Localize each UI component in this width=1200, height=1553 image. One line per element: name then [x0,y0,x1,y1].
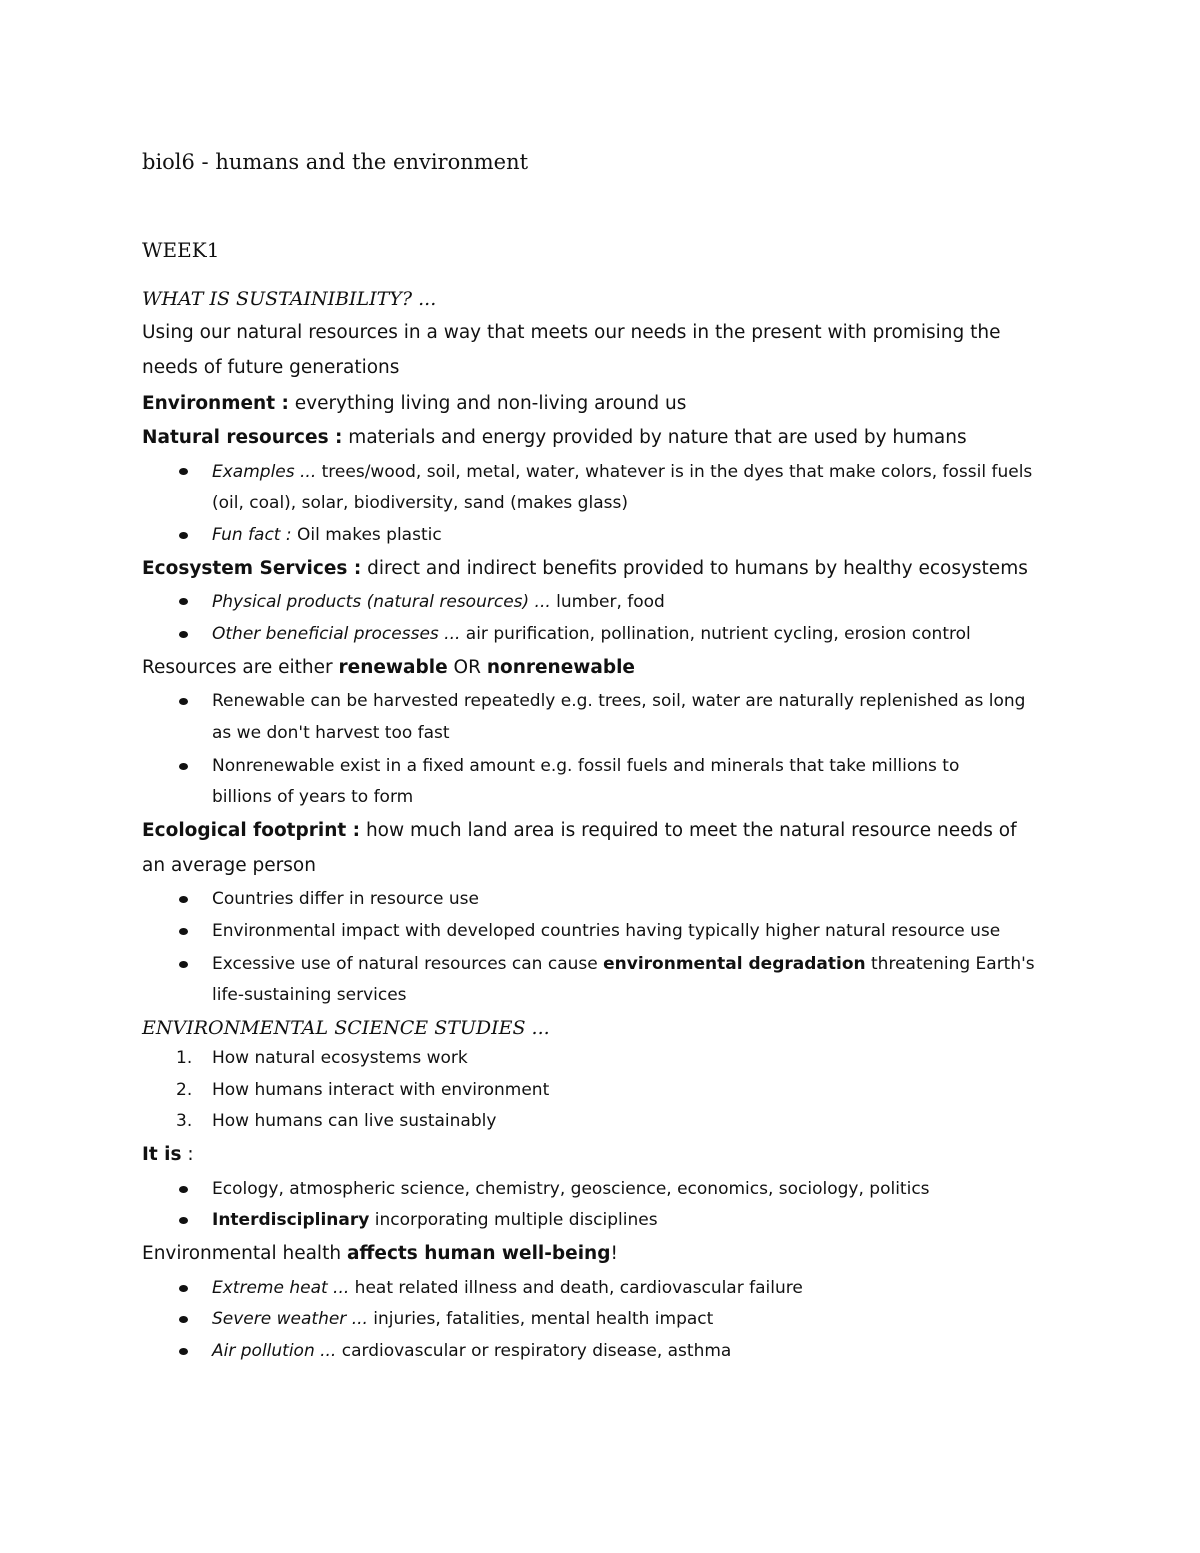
renewable-bullet-line1: Renewable can be harvested repeatedly e.g. trees, soil, water are naturally replenished as long [212,691,1026,711]
environment-term: Environment : [142,393,289,414]
ecosystem-services-definition [142,557,1028,581]
ecosystem-services-def: direct and indirect benefits provided to humans by healthy ecosystems [361,558,1028,579]
bullet-icon [179,598,188,605]
air-pollution-bullet [212,1340,731,1362]
resources-intro-a: Resources are either [142,657,339,678]
extreme-heat-bullet [212,1277,803,1299]
interdisciplinary-text: incorporating multiple disciplines [369,1210,658,1230]
footprint-definition-line1 [142,819,1017,843]
list-number: 3. [176,1111,193,1131]
air-pollution-text: cardiovascular or respiratory disease, asthma [336,1341,732,1361]
severe-weather-bullet [212,1308,713,1330]
bullet-icon [179,532,188,539]
env-science-item-2: How humans interact with environment [212,1080,550,1100]
beneficial-processes-label: Other beneficial processes ... [212,624,461,644]
it-is-term: It is [142,1144,182,1165]
renewable-bullet-line2: as we don't harvest too fast [212,723,450,743]
bullet-icon [179,1316,188,1323]
footprint-definition-line2: an average person [142,855,316,876]
sustainability-heading: WHAT IS SUSTAINIBILITY? ... [142,288,437,310]
beneficial-processes-text: air purification, pollination, nutrient cycling, erosion control [460,624,971,644]
list-number: 1. [176,1048,193,1068]
interdisciplinary-term: Interdisciplinary [212,1210,370,1230]
physical-products-bullet [212,591,665,613]
footprint-bullet-3-line1 [212,953,1035,975]
bullet-icon [179,896,188,903]
extreme-heat-text: heat related illness and death, cardiovascular failure [349,1278,803,1298]
bullet-icon [179,1285,188,1292]
it-is-colon: : [181,1144,194,1165]
it-is-bullet-1: Ecology, atmospheric science, chemistry, geoscience, economics, sociology, politics [212,1179,930,1199]
health-intro-c: ! [610,1243,618,1264]
env-science-item-3: How humans can live sustainably [212,1111,497,1131]
severe-weather-text: injuries, fatalities, mental health impact [367,1309,714,1329]
bullet-icon [179,1186,188,1193]
resources-intro-or: OR [447,657,487,678]
footprint-bullet-3-line2: life-sustaining services [212,985,407,1005]
footprint-bullet-2: Environmental impact with developed countries having typically higher natural resource use [212,921,1001,941]
it-is-bullet-2 [212,1209,658,1231]
nonrenewable-bullet-line2: billions of years to form [212,787,414,807]
beneficial-processes-bullet [212,623,971,645]
affects-well-being-term: affects human well-being [346,1243,611,1264]
sustainability-definition-line2: needs of future generations [142,357,400,378]
bullet-icon [179,1348,188,1355]
environmental-degradation-term: environmental degradation [603,954,866,974]
list-number: 2. [176,1080,193,1100]
air-pollution-label: Air pollution ... [212,1341,337,1361]
fun-fact-text: Oil makes plastic [291,525,442,545]
health-intro [142,1242,618,1266]
environment-def: everything living and non-living around us [288,393,687,414]
doc-title: biol6 - humans and the environment [142,150,529,174]
week-heading: WEEK1 [142,238,220,262]
fun-fact-label: Fun fact : [212,525,292,545]
ecosystem-services-term: Ecosystem Services : [142,558,362,579]
it-is-heading [142,1143,194,1167]
bullet-icon [179,763,188,770]
bullet-icon [179,468,188,475]
physical-products-text: lumber, food [550,592,665,612]
env-science-heading: ENVIRONMENTAL SCIENCE STUDIES ... [142,1017,550,1039]
bullet-icon [179,698,188,705]
bullet-icon [179,631,188,638]
physical-products-label: Physical products (natural resources) ... [212,592,551,612]
footprint-term: Ecological footprint : [142,820,361,841]
nonrenewable-term: nonrenewable [486,657,635,678]
footprint-b3-c: threatening Earth's [865,954,1035,974]
bullet-icon [179,961,188,968]
footprint-b3-a: Excessive use of natural resources can cause [212,954,604,974]
bullet-icon [179,1217,188,1224]
footprint-bullet-1: Countries differ in resource use [212,889,479,909]
bullet-icon [179,928,188,935]
natural-resources-def: materials and energy provided by nature that are used by humans [342,427,967,448]
env-science-item-1: How natural ecosystems work [212,1048,468,1068]
examples-bullet-line2: (oil, coal), solar, biodiversity, sand (makes glass) [212,493,628,513]
nonrenewable-bullet-line1: Nonrenewable exist in a fixed amount e.g. fossil fuels and minerals that take millions to [212,756,960,776]
footprint-def: how much land area is required to meet the natural resource needs of [360,820,1017,841]
severe-weather-label: Severe weather ... [212,1309,368,1329]
health-intro-a: Environmental health [142,1243,347,1264]
sustainability-definition-line1: Using our natural resources in a way that meets our needs in the present with promising the [142,322,1001,343]
natural-resources-term: Natural resources : [142,427,343,448]
natural-resources-definition [142,426,967,450]
environment-definition [142,392,686,416]
examples-label: Examples ... [212,462,317,482]
resources-intro [142,656,635,680]
fun-fact-bullet [212,524,442,546]
renewable-term: renewable [338,657,448,678]
examples-bullet-line1 [212,461,1032,483]
extreme-heat-label: Extreme heat ... [212,1278,350,1298]
examples-text: trees/wood, soil, metal, water, whatever is in the dyes that make colors, fossil fuels [316,462,1033,482]
